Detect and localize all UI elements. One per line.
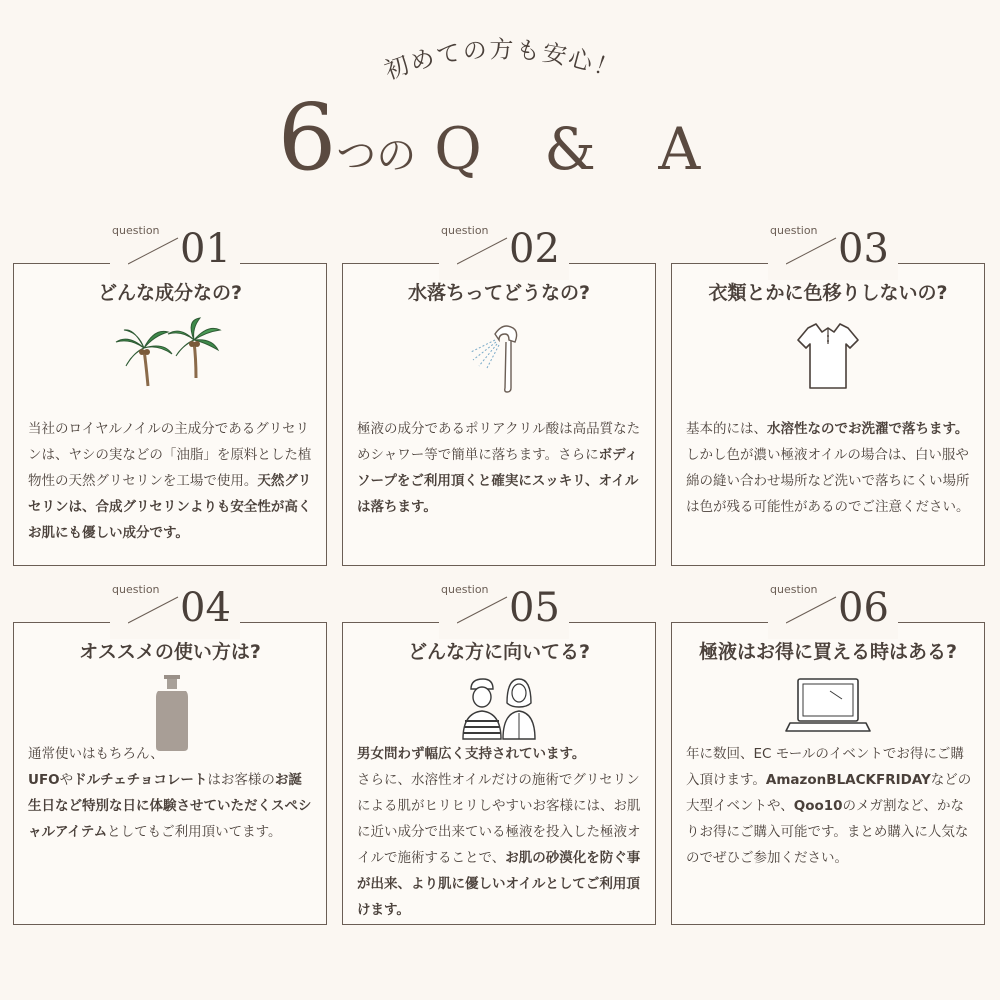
- card-body: [28, 741, 314, 845]
- body-text-run: 当社のロイヤルノイルの主成分であるグリセリンは、ヤシの実などの「油脂」を原料とした植物性の天然グリセリンを工場で使用。: [28, 421, 312, 489]
- body-text-run: さらに、水溶性オイルだけの施術でグリセリンによる肌がヒリヒリしやすいお客様には、お肌に近い成分で出来ている極液を投入した極液オイルで施術することで、: [357, 772, 641, 866]
- card-title: 衣類とかに色移りしないの?: [708, 282, 948, 304]
- question-label: question: [770, 224, 818, 237]
- question-number: 06: [838, 585, 889, 631]
- body-text-run: 通常使いはもちろん、: [28, 746, 164, 762]
- subtitle: 初めての方も安心！: [380, 35, 624, 86]
- card-body: [28, 416, 314, 546]
- qa-card-03: [671, 224, 985, 566]
- tag-slash: [786, 236, 846, 266]
- subtitle-text: [381, 35, 624, 85]
- shower-icon: [343, 314, 655, 404]
- card-body: [357, 741, 643, 923]
- card-title: 極液はお得に買える時はある?: [698, 641, 958, 663]
- title-main: Q & A: [434, 115, 723, 183]
- question-number: 04: [180, 585, 231, 631]
- body-text-run: や: [59, 772, 74, 788]
- body-text-run: はお客様の: [207, 772, 275, 788]
- card-body: [686, 416, 972, 520]
- card-title: どんな成分なの?: [97, 282, 243, 304]
- question-tag: [768, 583, 898, 639]
- question-tag: [768, 224, 898, 280]
- card-body: [686, 741, 972, 871]
- page-title: [0, 84, 1000, 191]
- body-text-run: 男女問わず幅広く支持されています。: [357, 746, 586, 762]
- body-text-run: お誕生日など特別な日に体験させていただくスペシャルアイテム: [28, 772, 312, 840]
- question-label: question: [441, 583, 489, 596]
- title-suffix: つの: [336, 133, 417, 179]
- card-body: [357, 416, 643, 520]
- qa-card-04: [13, 583, 327, 925]
- body-text-run: のメガ割など、かなりお得にご購入可能です。まとめ購入に人気なのでぜひご参加ください。: [686, 798, 969, 866]
- shirt-icon: [672, 314, 984, 404]
- body-text-run: ボディソープをご利用頂くと確実にスッキリ、オイルは落ちます。: [357, 447, 639, 515]
- body-text-run: 水溶性なのでお洗濯で落ちます。: [767, 421, 969, 437]
- body-text-run: 天然グリセリンは、合成グリセリンよりも安全性が高くお肌にも優しい成分です。: [28, 473, 312, 541]
- body-text-run: ドルチェチョコレート: [73, 772, 208, 788]
- question-tag: [439, 583, 569, 639]
- question-tag: [110, 224, 240, 280]
- tag-slash: [786, 595, 846, 625]
- body-text-run: Qoo10: [793, 798, 843, 814]
- page-header: [0, 0, 1000, 210]
- card-title: オススメの使い方は?: [79, 641, 261, 663]
- body-text-run: 基本的には、: [686, 421, 767, 437]
- question-number: 02: [509, 226, 560, 272]
- question-number: 03: [838, 226, 889, 272]
- question-label: question: [112, 583, 160, 596]
- tag-slash: [457, 236, 517, 266]
- body-text-run: しかし色が濃い極液オイルの場合は、白い服や綿の縫い合わせ場所など洗いで落ちにくい場所は色が残る可能性があるのでご注意ください。: [686, 447, 970, 515]
- body-text-run: 年に数回、EC モールのイベントでお得にご購入頂けます。: [686, 746, 964, 788]
- question-label: question: [112, 224, 160, 237]
- tag-slash: [457, 595, 517, 625]
- body-text-run: AmazonBLACKFRIDAY: [765, 772, 931, 788]
- title-number: 6: [277, 84, 337, 191]
- qa-card-01: [13, 224, 327, 566]
- question-number: 01: [180, 226, 231, 272]
- body-text-run: お肌の砂漠化を防ぐ事が出来、より肌に優しいオイルとしてご利用頂けます。: [357, 850, 641, 918]
- card-title: 水落ちってどうなの?: [407, 282, 591, 304]
- qa-card-05: [342, 583, 656, 925]
- tag-slash: [128, 236, 188, 266]
- question-tag: [439, 224, 569, 280]
- question-label: question: [770, 583, 818, 596]
- body-text-run: としてもご利用頂いてます。: [107, 824, 282, 840]
- tag-slash: [128, 595, 188, 625]
- question-label: question: [441, 224, 489, 237]
- question-tag: [110, 583, 240, 639]
- body-text-run: などの大型イベントや、: [686, 772, 972, 814]
- qa-card-06: [671, 583, 985, 925]
- palm-tree-icon: [14, 314, 326, 404]
- qa-card-02: [342, 224, 656, 566]
- question-number: 05: [509, 585, 560, 631]
- body-text-run: 極液の成分であるポリアクリル酸は高品質なためシャワー等で簡単に落ちます。さらに: [357, 421, 641, 463]
- card-title: どんな方に向いてる?: [407, 641, 591, 663]
- body-text-run: UFO: [28, 772, 60, 788]
